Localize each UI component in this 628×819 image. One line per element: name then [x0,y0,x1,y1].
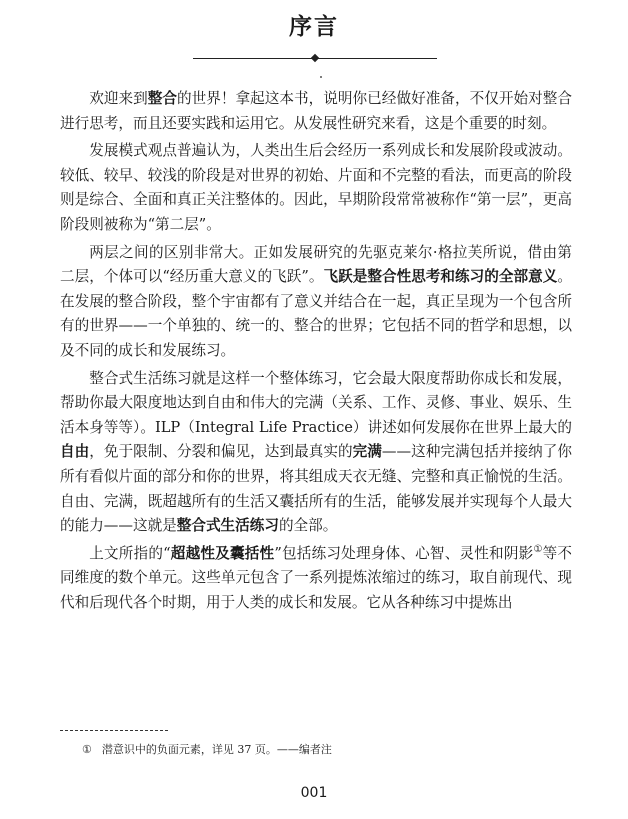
text-run: 等不同维度的数个单元。这些单元包含了一系列提炼浓缩过的练习，取自前现代、现代和后现代各个时期，用于人类的成长和发展。它从各种练习中提炼出 [60,544,572,611]
footnote [82,741,332,757]
body-text [60,87,572,618]
bold-text: 飞跃是整合性思考和练习的全部意义 [323,268,558,286]
page-number: 001 [300,785,328,801]
diamond-ornament-icon [311,54,319,62]
text-run: 上文所指的“ [89,544,171,562]
text-run: 整合式生活练习就是这样一个整体练习，它会最大限度帮助你成长和发展，帮助你最大限度地达到自由和伟大的完满（关系、工作、灵修、事业、娱乐、生活本身等等）。ILP（Integral Life Practice）讲述如何发展你在世界上最大的 [60,369,572,436]
text-run: 的全部。 [278,517,338,535]
footnote-mark: ① [82,743,92,756]
paragraph [60,367,572,539]
text-run: 。在发展的整合阶段，整个宇宙都有了意义并结合在一起，真正呈现为一个包含所有的世界——一个单独的、统一的、整合的世界；它包括不同的哲学和思想，以及不同的成长和发展练习。 [60,268,572,359]
text-run: ——这种完满包括并接纳了你所有看似片面的部分和你的世界，将其组成天衣无缝、完整和真正愉悦的生活。自由、完满，既超越所有的生活又囊括所有的生活，能够发展并实现每个人最大的能力——这就是 [60,443,572,535]
paragraph [60,241,572,364]
bold-text: 整合式生活练习 [176,517,279,535]
text-run: 的世界！拿起这本书，说明你已经做好准备，不仅开始对整合进行思考，而且还要实践和运用它。从发展性研究来看，这是个重要的时刻。 [60,90,572,132]
paragraph [60,542,572,616]
text-run: 两层之间的区别非常大。正如发展研究的先驱克莱尔·格拉芙所说，借由第二层，个体可以“经历重大意义的飞跃”。 [60,243,572,286]
bold-text: 自由 [60,443,90,461]
bold-text: 整合 [147,90,177,107]
page-title: 序言 [289,14,339,40]
text-run: ，免于限制、分裂和偏见，达到最真实的 [89,443,353,461]
paragraph [60,139,572,237]
footnote-separator [60,730,168,731]
footnote-ref: ① [533,543,543,555]
footnote-text: 潜意识中的负面元素，详见 37 页。——编者注 [101,743,332,756]
bold-text: 超越性及囊括性 [170,544,275,562]
bold-text: 完满 [352,443,382,461]
stray-dot [320,76,322,78]
paragraph [60,87,572,136]
text-run: 发展模式观点普遍认为，人类出生后会经历一系列成长和发展阶段或波动。较低、较早、较浅的阶段是对世界的初始、片面和不完整的看法，而更高的阶段则是综合、全面和真正关注整体的。因此，早期阶段常常被称作“第一层”，更高阶段则被称为“第二层”。 [60,142,572,233]
text-run: ”包括练习处理身体、心智、灵性和阴影 [274,544,534,562]
text-run: 欢迎来到 [89,90,148,107]
